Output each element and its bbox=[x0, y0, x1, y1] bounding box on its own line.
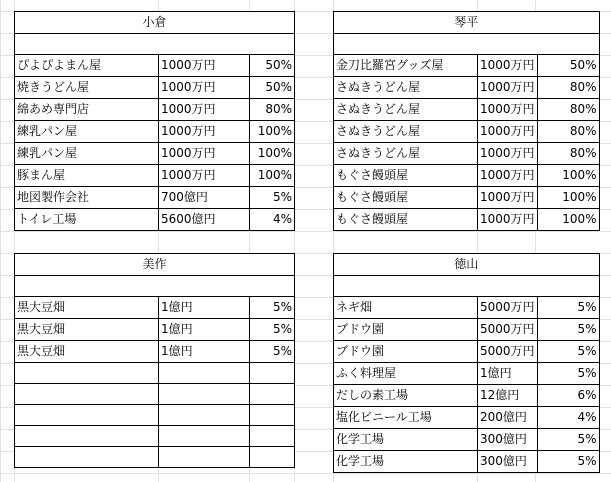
table-row bbox=[15, 143, 295, 165]
price-cell[interactable]: 1000万円 bbox=[478, 77, 538, 99]
table-row bbox=[15, 187, 295, 209]
percent-cell[interactable]: 100% bbox=[250, 143, 295, 165]
percent-cell[interactable]: 80% bbox=[250, 99, 295, 121]
price-cell[interactable]: 1000万円 bbox=[478, 187, 538, 209]
shop-cell[interactable]: もぐさ饅頭屋 bbox=[334, 187, 478, 209]
shop-cell[interactable]: さぬきうどん屋 bbox=[334, 121, 478, 143]
percent-cell[interactable]: 5% bbox=[537, 341, 599, 363]
price-cell[interactable]: 1000万円 bbox=[159, 121, 250, 143]
shop-cell[interactable]: ネギ畑 bbox=[334, 297, 478, 319]
price-cell[interactable]: 1億円 bbox=[478, 363, 538, 385]
percent-cell[interactable]: 5% bbox=[537, 319, 599, 341]
shop-cell[interactable]: 化学工場 bbox=[334, 429, 478, 451]
shop-cell[interactable]: ブドウ園 bbox=[334, 341, 478, 363]
price-cell[interactable]: 700億円 bbox=[159, 187, 250, 209]
table-row bbox=[334, 187, 600, 209]
price-cell[interactable]: 1000万円 bbox=[478, 55, 538, 77]
shop-cell[interactable]: だしの素工場 bbox=[334, 385, 478, 407]
table-row bbox=[334, 407, 600, 429]
price-cell[interactable]: 1億円 bbox=[159, 341, 250, 363]
table-row bbox=[334, 429, 600, 451]
table-row bbox=[334, 209, 600, 231]
shop-cell[interactable]: 焼きうどん屋 bbox=[15, 77, 159, 99]
percent-cell[interactable]: 5% bbox=[250, 297, 295, 319]
percent-cell[interactable]: 4% bbox=[250, 209, 295, 231]
percent-cell[interactable]: 80% bbox=[537, 77, 599, 99]
price-cell[interactable]: 5600億円 bbox=[159, 209, 250, 231]
table-row bbox=[334, 319, 600, 341]
price-cell[interactable]: 5000万円 bbox=[478, 341, 538, 363]
table-tokuyama bbox=[333, 253, 600, 473]
shop-cell[interactable]: さぬきうどん屋 bbox=[334, 99, 478, 121]
price-cell[interactable]: 300億円 bbox=[478, 451, 538, 473]
table-row bbox=[334, 55, 600, 77]
table-row bbox=[334, 297, 600, 319]
percent-cell[interactable] bbox=[250, 384, 295, 405]
table-row bbox=[15, 209, 295, 231]
shop-cell[interactable]: さぬきうどん屋 bbox=[334, 77, 478, 99]
shop-cell[interactable]: 綿あめ専門店 bbox=[15, 99, 159, 121]
shop-cell[interactable] bbox=[15, 363, 159, 384]
percent-cell[interactable]: 80% bbox=[537, 143, 599, 165]
percent-cell[interactable]: 100% bbox=[537, 165, 599, 187]
table-kotohira bbox=[333, 11, 600, 231]
percent-cell[interactable]: 5% bbox=[250, 187, 295, 209]
percent-cell[interactable]: 5% bbox=[537, 363, 599, 385]
price-cell[interactable]: 200億円 bbox=[478, 407, 538, 429]
percent-cell[interactable]: 50% bbox=[250, 77, 295, 99]
percent-cell[interactable]: 100% bbox=[537, 187, 599, 209]
table-row bbox=[15, 165, 295, 187]
table-row bbox=[15, 99, 295, 121]
table-title[interactable]: 琴平 bbox=[334, 12, 600, 34]
price-cell[interactable]: 1000万円 bbox=[159, 165, 250, 187]
percent-cell[interactable] bbox=[250, 405, 295, 426]
table-row bbox=[15, 363, 295, 384]
table-row bbox=[334, 77, 600, 99]
percent-cell[interactable]: 5% bbox=[537, 297, 599, 319]
shop-cell[interactable] bbox=[15, 405, 159, 426]
table-row bbox=[15, 447, 295, 468]
shop-cell[interactable]: 地図製作会社 bbox=[15, 187, 159, 209]
price-cell[interactable]: 1000万円 bbox=[478, 143, 538, 165]
price-cell[interactable]: 12億円 bbox=[478, 385, 538, 407]
blank-row[interactable] bbox=[334, 34, 600, 55]
percent-cell[interactable]: 5% bbox=[250, 319, 295, 341]
percent-cell[interactable]: 80% bbox=[537, 99, 599, 121]
percent-cell[interactable] bbox=[250, 447, 295, 468]
shop-cell[interactable]: ふく料理屋 bbox=[334, 363, 478, 385]
shop-cell[interactable]: 練乳パン屋 bbox=[15, 121, 159, 143]
price-cell[interactable] bbox=[159, 384, 250, 405]
price-cell[interactable]: 1億円 bbox=[159, 297, 250, 319]
table-row bbox=[334, 99, 600, 121]
price-cell[interactable]: 1000万円 bbox=[159, 99, 250, 121]
shop-cell[interactable]: 化学工場 bbox=[334, 451, 478, 473]
price-cell[interactable]: 1000万円 bbox=[159, 55, 250, 77]
shop-cell[interactable]: もぐさ饅頭屋 bbox=[334, 209, 478, 231]
table-title[interactable]: 美作 bbox=[15, 254, 295, 276]
percent-cell[interactable]: 100% bbox=[250, 165, 295, 187]
price-cell[interactable] bbox=[159, 405, 250, 426]
percent-cell[interactable]: 100% bbox=[537, 209, 599, 231]
table-row bbox=[15, 121, 295, 143]
percent-cell[interactable]: 50% bbox=[537, 55, 599, 77]
price-cell[interactable] bbox=[159, 426, 250, 447]
price-cell[interactable]: 5000万円 bbox=[478, 319, 538, 341]
percent-cell[interactable]: 5% bbox=[250, 341, 295, 363]
table-row bbox=[334, 385, 600, 407]
price-cell[interactable]: 5000万円 bbox=[478, 297, 538, 319]
price-cell[interactable]: 1000万円 bbox=[478, 121, 538, 143]
blank-row[interactable] bbox=[15, 276, 295, 297]
price-cell[interactable]: 1000万円 bbox=[478, 165, 538, 187]
percent-cell[interactable]: 4% bbox=[537, 407, 599, 429]
table-row bbox=[334, 165, 600, 187]
price-cell[interactable]: 1000万円 bbox=[159, 143, 250, 165]
shop-cell[interactable]: さぬきうどん屋 bbox=[334, 143, 478, 165]
shop-cell[interactable] bbox=[15, 384, 159, 405]
price-cell[interactable] bbox=[159, 363, 250, 384]
percent-cell[interactable] bbox=[250, 426, 295, 447]
table-mimasaka bbox=[14, 253, 295, 468]
price-cell[interactable]: 1000万円 bbox=[478, 209, 538, 231]
shop-cell[interactable] bbox=[15, 426, 159, 447]
table-row bbox=[15, 77, 295, 99]
shop-cell[interactable]: 黒大豆畑 bbox=[15, 341, 159, 363]
percent-cell[interactable]: 50% bbox=[250, 55, 295, 77]
shop-cell[interactable]: 豚まん屋 bbox=[15, 165, 159, 187]
blank-row[interactable] bbox=[334, 276, 600, 297]
shop-cell[interactable]: 黒大豆畑 bbox=[15, 319, 159, 341]
shop-cell[interactable]: 黒大豆畑 bbox=[15, 297, 159, 319]
shop-cell[interactable]: ブドウ園 bbox=[334, 319, 478, 341]
table-row bbox=[334, 341, 600, 363]
shop-cell[interactable] bbox=[15, 447, 159, 468]
table-row bbox=[15, 384, 295, 405]
percent-cell[interactable]: 80% bbox=[537, 121, 599, 143]
table-row bbox=[334, 363, 600, 385]
table-row bbox=[15, 405, 295, 426]
price-cell[interactable]: 1000万円 bbox=[478, 99, 538, 121]
table-row bbox=[334, 451, 600, 473]
shop-cell[interactable]: 練乳パン屋 bbox=[15, 143, 159, 165]
price-cell[interactable] bbox=[159, 447, 250, 468]
blank-row[interactable] bbox=[15, 34, 295, 55]
percent-cell[interactable] bbox=[250, 363, 295, 384]
price-cell[interactable]: 300億円 bbox=[478, 429, 538, 451]
shop-cell[interactable]: 金刀比羅宮グッズ屋 bbox=[334, 55, 478, 77]
percent-cell[interactable]: 6% bbox=[537, 385, 599, 407]
table-title[interactable]: 徳山 bbox=[334, 254, 600, 276]
price-cell[interactable]: 1億円 bbox=[159, 319, 250, 341]
percent-cell[interactable]: 5% bbox=[537, 451, 599, 473]
table-row bbox=[15, 55, 295, 77]
table-row bbox=[334, 121, 600, 143]
price-cell[interactable]: 1000万円 bbox=[159, 77, 250, 99]
table-row bbox=[15, 319, 295, 341]
table-row bbox=[15, 297, 295, 319]
table-row bbox=[15, 426, 295, 447]
table-row bbox=[15, 341, 295, 363]
shop-cell[interactable]: もぐさ饅頭屋 bbox=[334, 165, 478, 187]
shop-cell[interactable]: ぴよぴよまん屋 bbox=[15, 55, 159, 77]
shop-cell[interactable]: 塩化ビニール工場 bbox=[334, 407, 478, 429]
shop-cell[interactable]: トイレ工場 bbox=[15, 209, 159, 231]
percent-cell[interactable]: 5% bbox=[537, 429, 599, 451]
table-title[interactable]: 小倉 bbox=[15, 12, 295, 34]
table-ogura bbox=[14, 11, 295, 231]
table-row bbox=[334, 143, 600, 165]
percent-cell[interactable]: 100% bbox=[250, 121, 295, 143]
